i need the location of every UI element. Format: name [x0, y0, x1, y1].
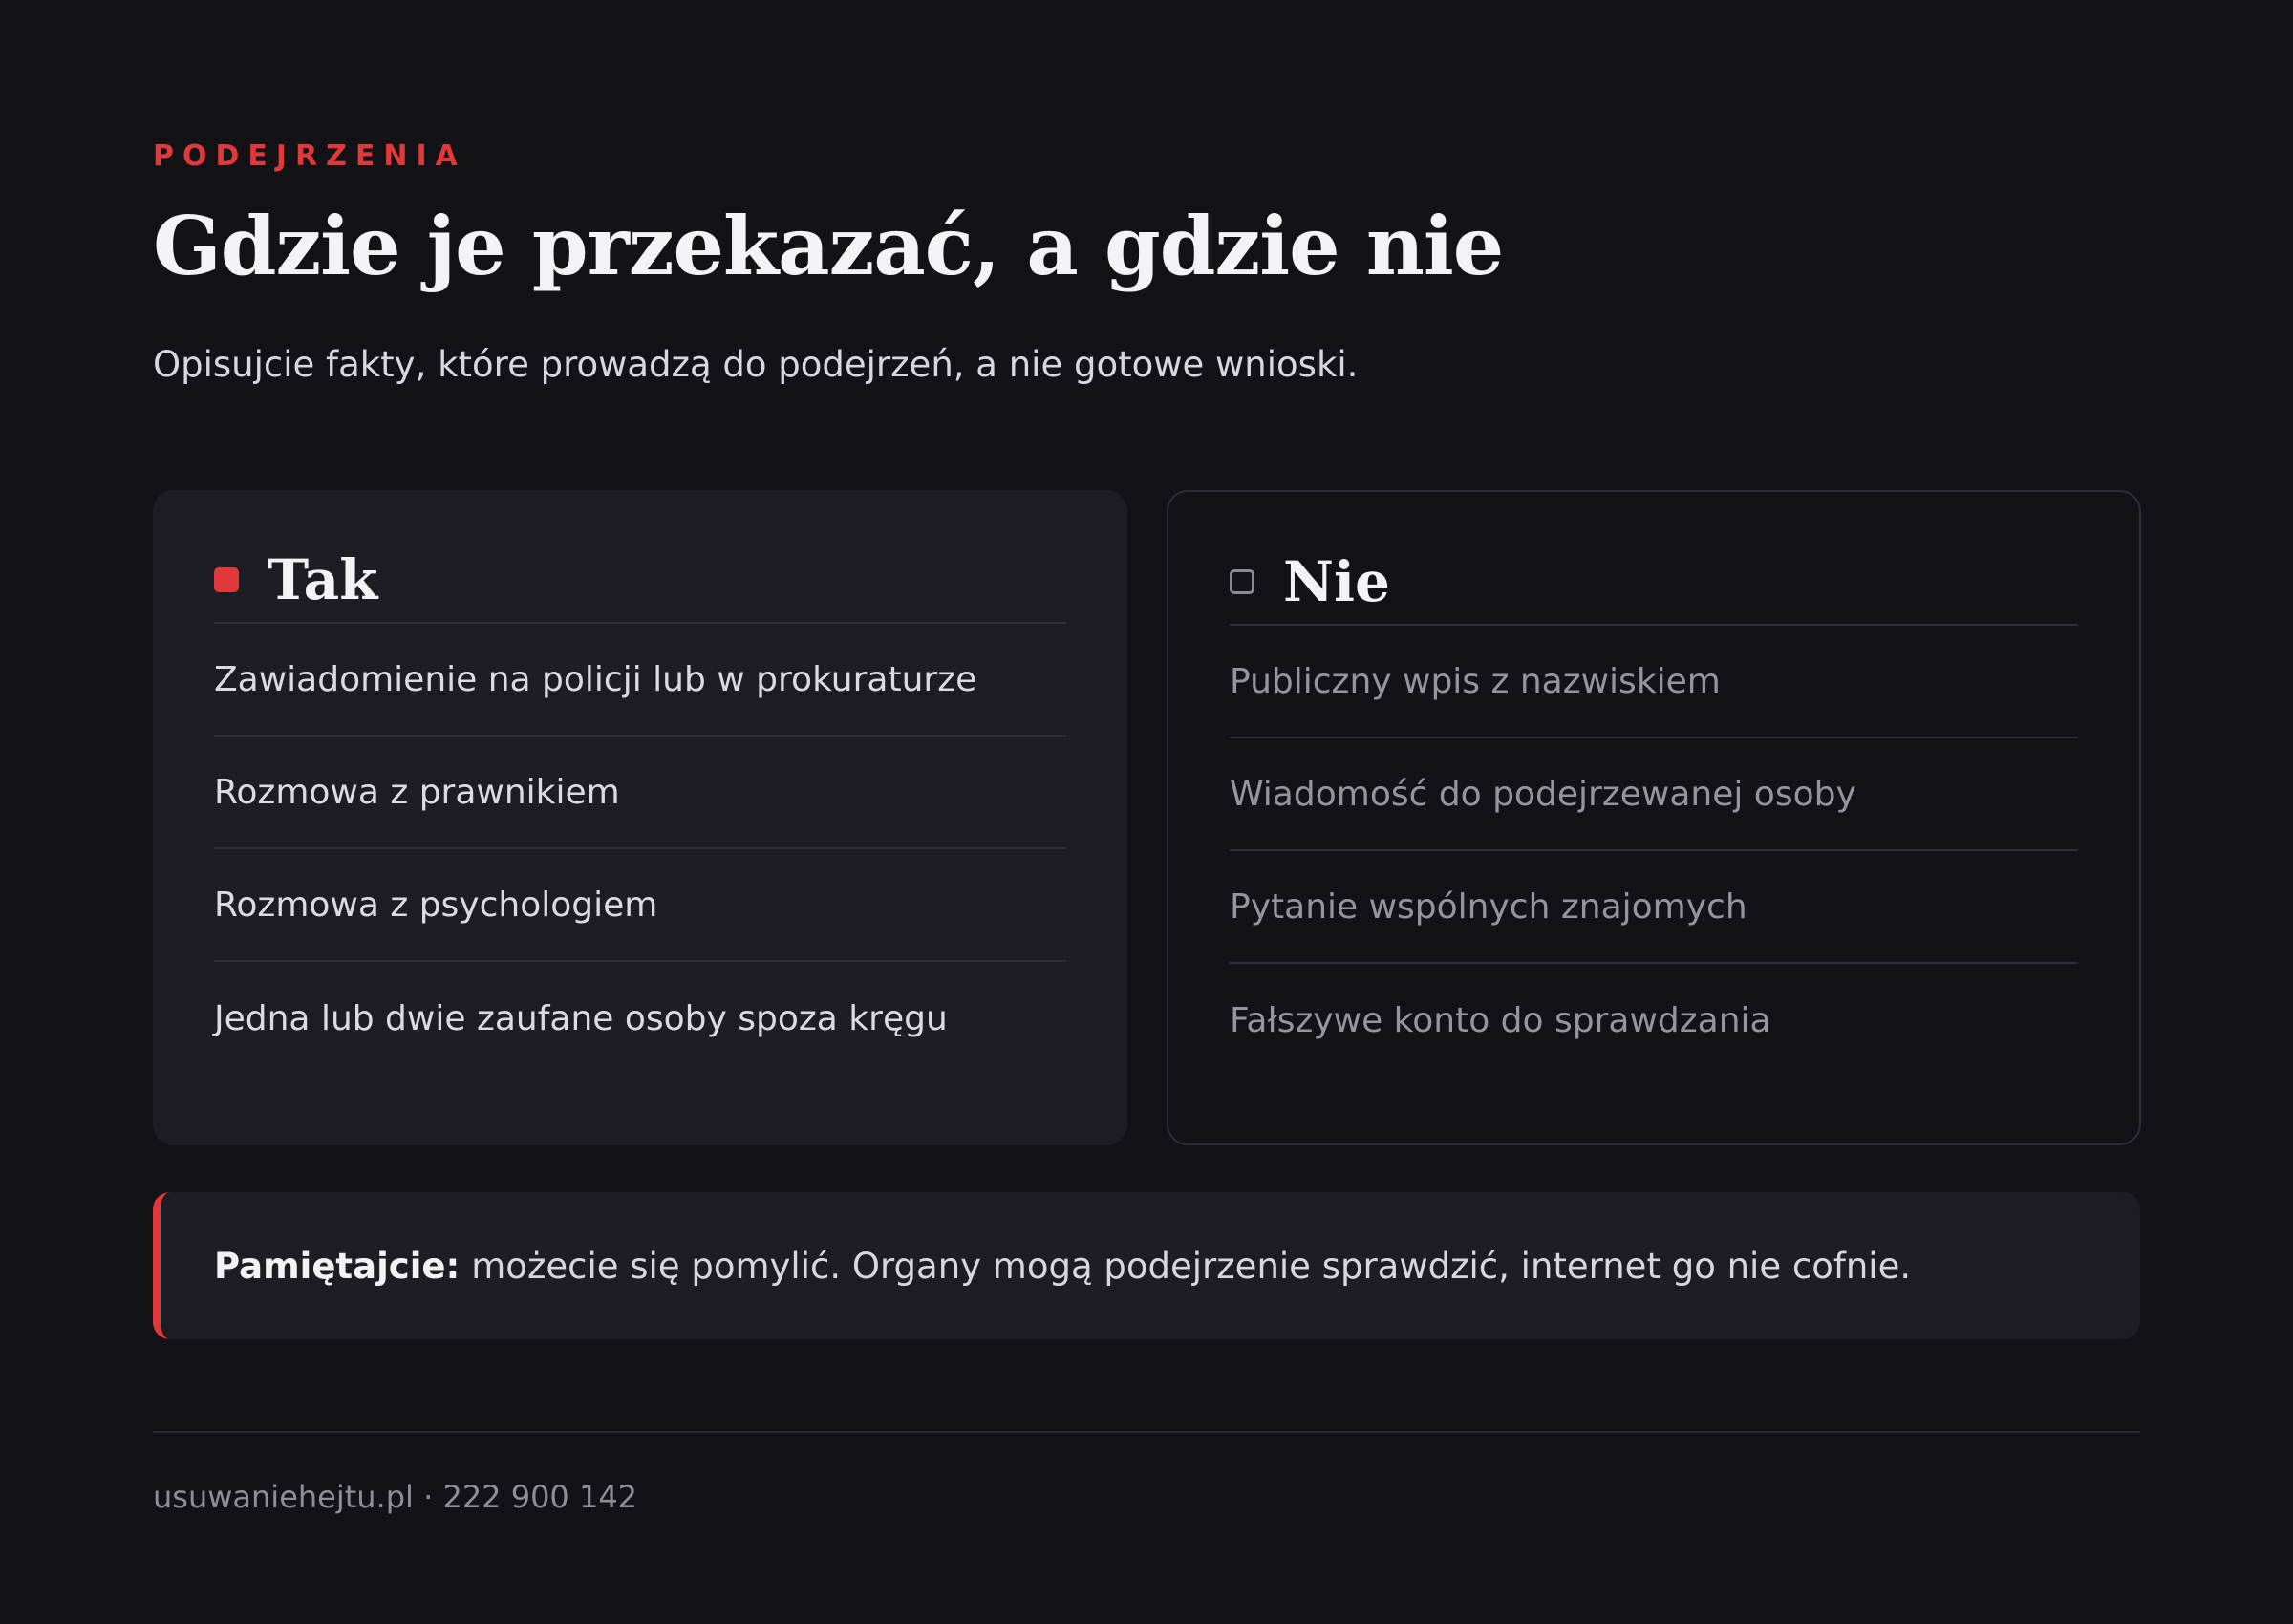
no-list-item: Wiadomość do podejrzewanej osoby: [1230, 738, 2078, 851]
no-card: [1167, 490, 2141, 1145]
page-subtitle: Opisujcie fakty, które prowadzą do podejrzeń, a nie gotowe wnioski.: [153, 344, 1359, 385]
empty-square-icon: [1230, 569, 1254, 594]
no-card-title: Nie: [1283, 549, 1390, 614]
yes-list-item: Rozmowa z psychologiem: [214, 849, 1066, 962]
yes-card-header: [214, 538, 1066, 624]
no-list-item: Pytanie wspólnych znajomych: [1230, 851, 2078, 964]
yes-card-title: Tak: [268, 547, 378, 612]
reminder-text: możecie się pomylić. Organy mogą podejrzenie sprawdzić, internet go nie cofnie.: [471, 1245, 1912, 1287]
reminder-note: [153, 1192, 2140, 1339]
section-eyebrow: PODEJRZENIA: [153, 139, 466, 173]
yes-list: [214, 624, 1066, 1075]
filled-square-icon: [214, 567, 239, 592]
no-list-item: Publiczny wpis z nazwiskiem: [1230, 626, 2078, 738]
no-card-header: [1230, 540, 2078, 626]
yes-card: [153, 490, 1127, 1145]
no-list: [1230, 626, 2078, 1077]
page-title: Gdzie je przekazać, a gdzie nie: [153, 199, 1504, 293]
footer-divider: [153, 1431, 2140, 1433]
page: [153, 0, 2140, 1624]
reminder-label: Pamiętajcie:: [214, 1245, 461, 1287]
yes-list-item: Zawiadomienie na policji lub w prokuraturze: [214, 624, 1066, 737]
yes-list-item: Rozmowa z prawnikiem: [214, 737, 1066, 849]
footer-contact: usuwaniehejtu.pl · 222 900 142: [153, 1479, 638, 1515]
yes-list-item: Jedna lub dwie zaufane osoby spoza kręgu: [214, 998, 948, 1038]
no-list-item: Fałszywe konto do sprawdzania: [1230, 1000, 1771, 1040]
